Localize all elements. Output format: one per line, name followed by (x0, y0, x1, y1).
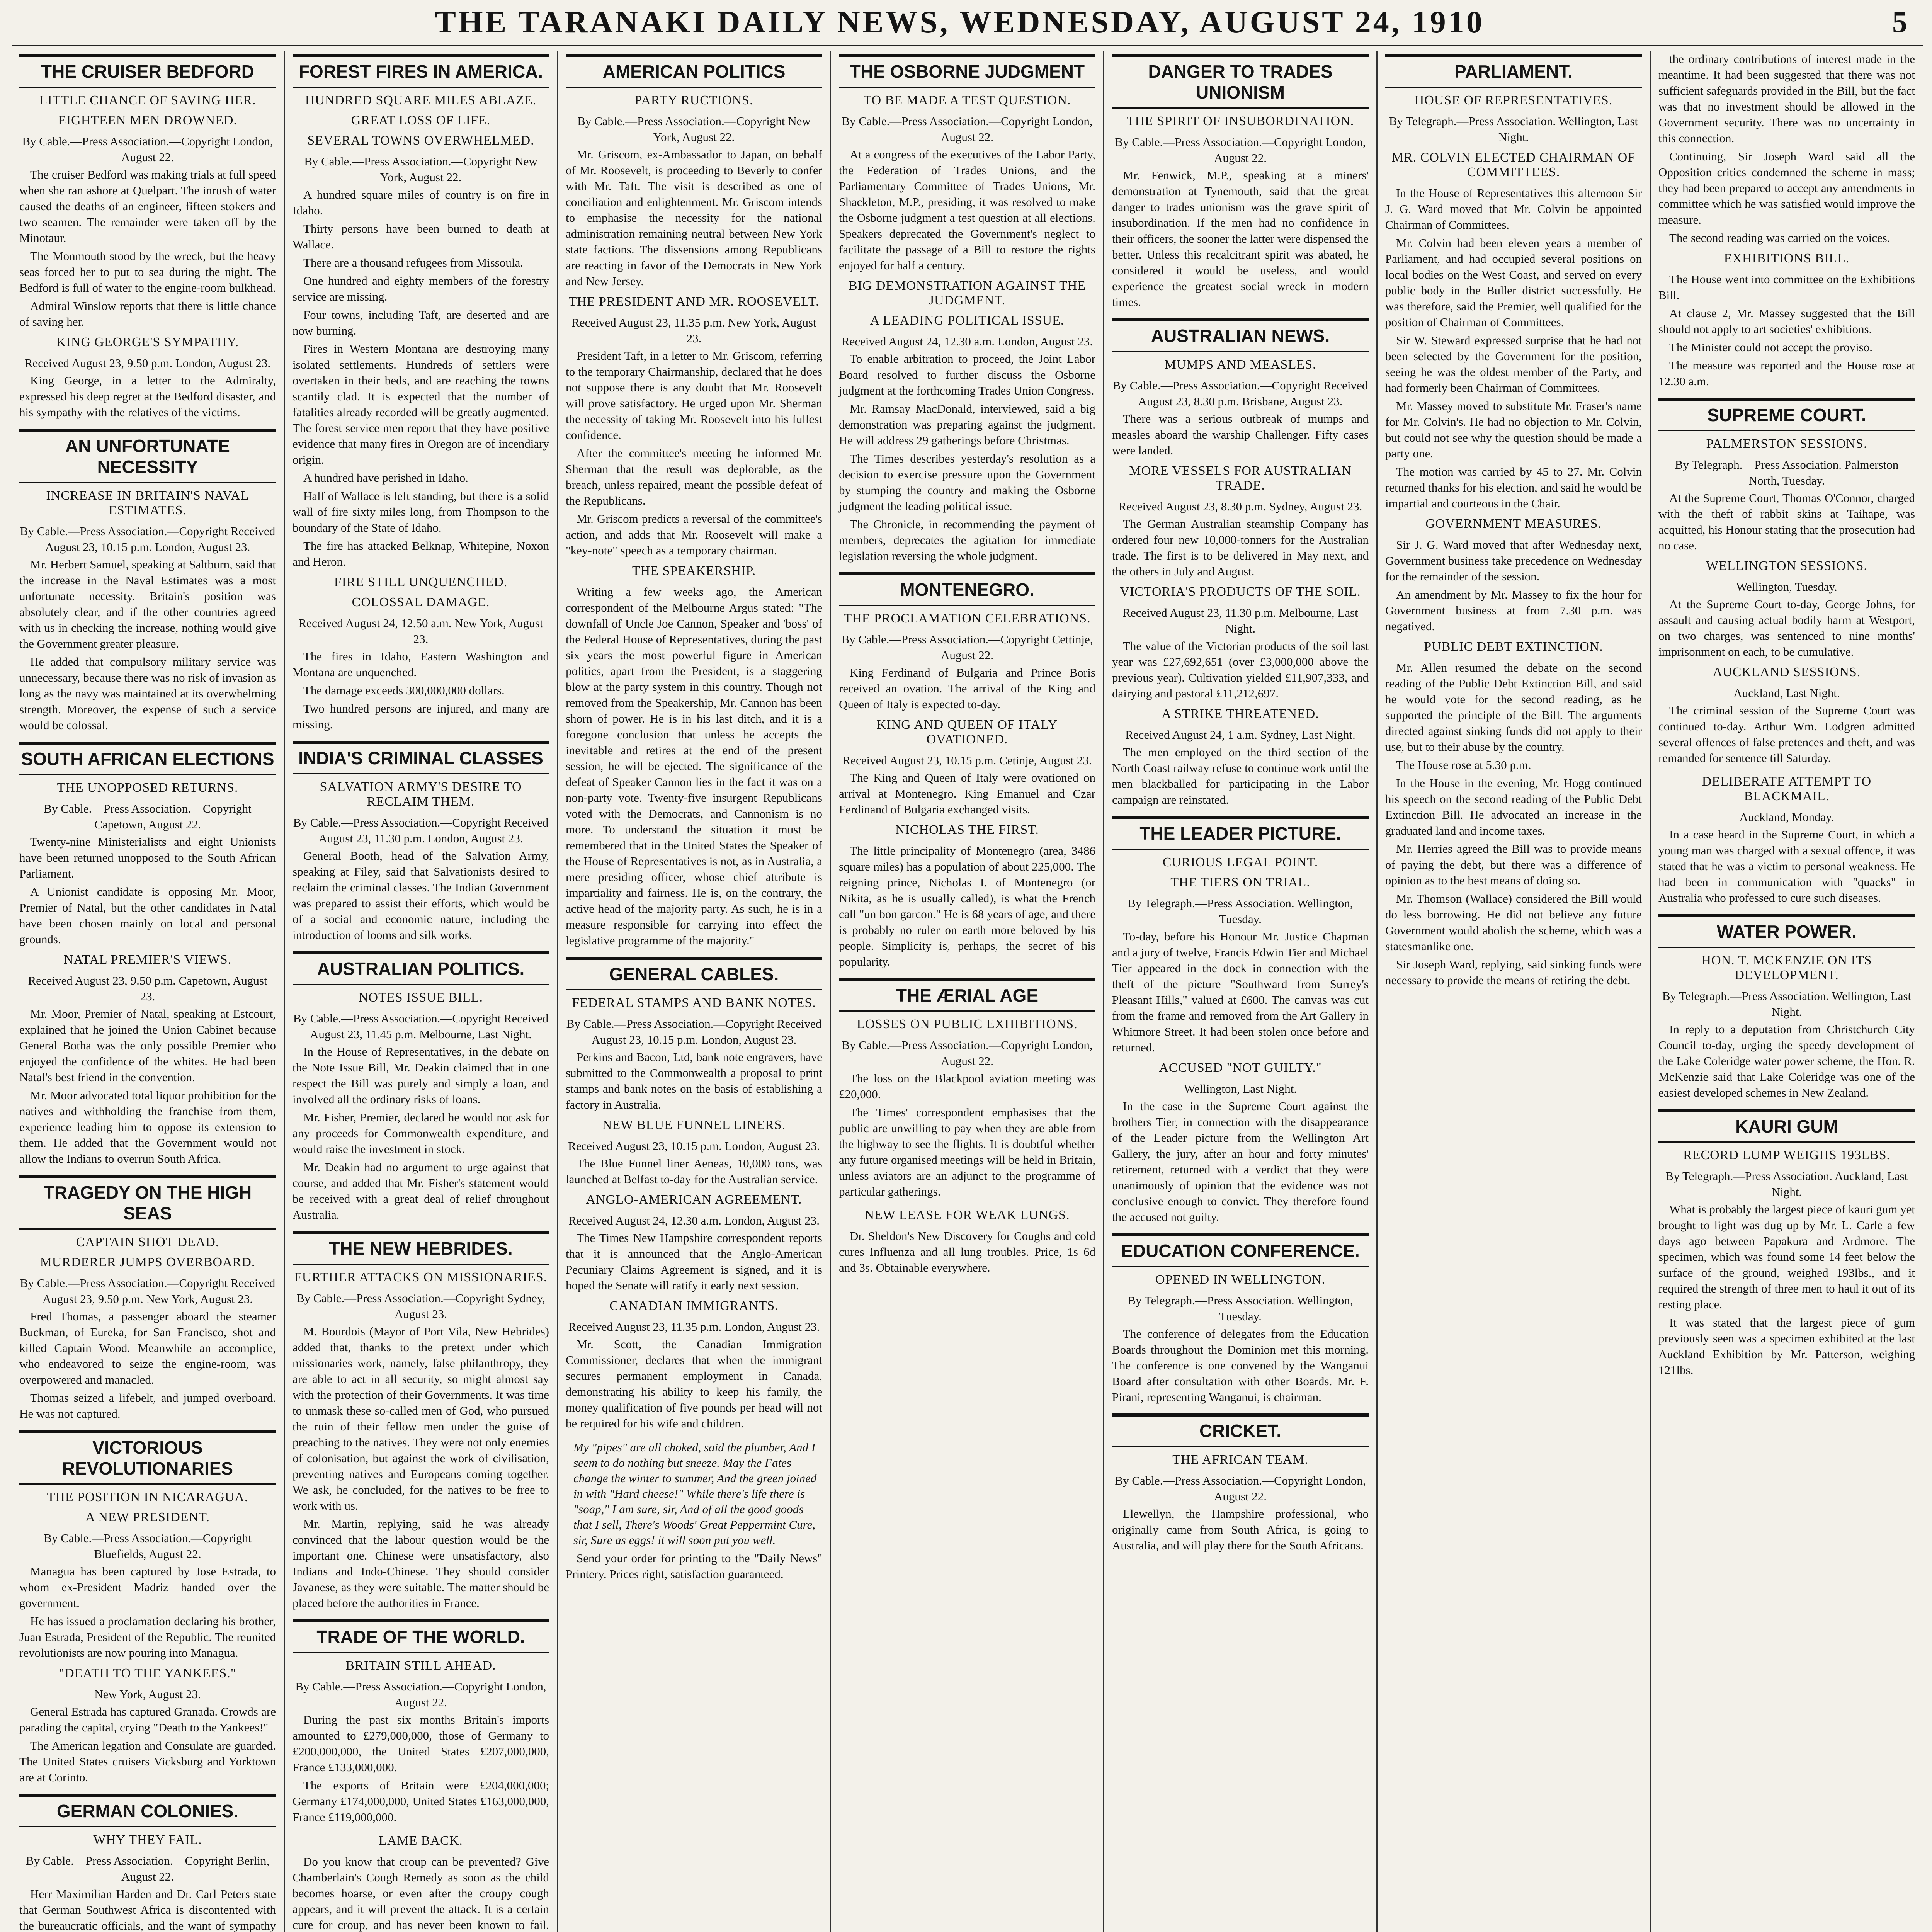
page-number: 5 (1892, 5, 1907, 39)
paragraph: The measure was reported and the House rose at 12.30 a.m. (1658, 359, 1915, 388)
paragraph: Writing a few weeks ago, the American correspondent of the Melbourne Argus stated: "The downfall of Uncle Joe Cannon, Speaker and 'boss' of the Federal House of Representatives, during the past six years the most powerful figure in American politics, apart from the President, is a staggering blow at the party system in this country. Though not removed from the Speakership, Mr. Cannon has been shorn of power. He is in his last ditch, and it is a foregone conclusion that unless he accepts the inevitable and retires at the end of the present session, he will be ejected. The significance of the defeat of Speaker Cannon lies in the fact it was on a non-party vote. Twenty-five insurgent Republicans voted with the Democrats, and Cannonism is no more. To understand the situation it must be remembered that in the United States the Speaker of the House of Representatives is not, as in Australia, a mere presiding officer, whose chief attribute is impartiality and fairness. He is, on the contrary, the active head of the majority party. As such, he is in a measure responsible for carrying into effect the legislative programme of the majority." (566, 585, 822, 947)
paragraph: To enable arbitration to proceed, the Joint Labor Board resolved to further discuss the Osborne judgment at the forthcoming Trades Union Congress. (839, 352, 1095, 397)
headline: CRICKET. (1112, 1413, 1369, 1447)
subheadline: A STRIKE THREATENED. (1162, 707, 1319, 721)
headline: GENERAL CABLES. (566, 957, 822, 990)
article-australian-news (1112, 318, 1369, 808)
paragraph: Mr. Colvin had been eleven years a member of Parliament, and had occupied several positions on local bodies on the West Coast, and served on every public body in the Buller district successfully. He was therefore, said the Premier, well qualified for the position of Chairman of Committees. (1385, 236, 1642, 329)
subheadline: SALVATION ARMY'S DESIRE TO RECLAIM THEM. (320, 780, 522, 809)
dateline: By Cable.—Press Association.—Copyright Received August 23, 9.50 p.m. New York, August 23. (20, 1276, 276, 1306)
subheadline: THE TIERS ON TRIAL. (1170, 875, 1310, 889)
headline: AUSTRALIAN POLITICS. (293, 951, 549, 985)
article-montenegro (839, 572, 1095, 969)
paragraph: In reply to a deputation from Christchurch City Council to-day, urging the speedy development of the Lake Coleridge water power scheme, the Hon. R. McKenzie said that Lake Coleridge was one of the easiest developed schemes in New Zealand. (1658, 1022, 1915, 1099)
headline: DANGER TO TRADES UNIONISM (1112, 54, 1369, 109)
column-4 (831, 51, 1104, 1932)
subheadline: HOUSE OF REPRESENTATIVES. (1414, 93, 1613, 107)
paragraph: The men employed on the third section of the North Coast railway refuse to continue work until the men blackballed for participating in the Labor campaign are reinstated. (1112, 745, 1369, 806)
paragraph: The damage exceeds 300,000,000 dollars. (303, 684, 505, 697)
column-2 (285, 51, 558, 1932)
subheadline: SEVERAL TOWNS OVERWHELMED. (307, 133, 534, 148)
paragraph: King George, in a letter to the Admiralty, expressed his deep regret at the Bedford disaster, and his sympathy with the relatives of the victims. (19, 374, 276, 419)
subheadline: MR. COLVIN ELECTED CHAIRMAN OF COMMITTEES. (1391, 150, 1636, 179)
paragraph: The second reading was carried on the voices. (1669, 231, 1890, 245)
paragraph: The Minister could not accept the proviso. (1669, 340, 1873, 354)
paragraph: The value of the Victorian products of the soil last year was £27,692,651 (over £3,000,000 above the previous year). Cultivation yielded £11,907,333, and dairying and pastoral £11,212,697. (1112, 639, 1369, 700)
subheadline: THE SPIRIT OF INSUBORDINATION. (1126, 114, 1354, 128)
article-education-conference (1112, 1233, 1369, 1405)
paragraph: The Chronicle, in recommending the payment of members, deprecates the agitation for immediate legislation reversing the whole judgment. (839, 517, 1095, 563)
subheadline: NATAL PREMIER'S VIEWS. (63, 952, 232, 967)
paragraph: During the past six months Britain's imports amounted to £279,000,000, those of Germany to £200,000,000, the United States £207,000,000, France £133,000,000. (293, 1713, 549, 1774)
headline: MONTENEGRO. (839, 572, 1095, 606)
headline: AUSTRALIAN NEWS. (1112, 318, 1369, 352)
article-south-african-elections (19, 742, 276, 1167)
paragraph: The Times describes yesterday's resolution as a decision to exercise pressure upon the Government by stumping the country and making the Osborne judgment the leading political issue. (839, 452, 1095, 513)
dateline: Received August 23, 11.30 p.m. Melbourne, Last Night. (1122, 606, 1358, 635)
paragraph: Mr. Griscom, ex-Ambassador to Japan, on behalf of Mr. Roosevelt, is proceeding to Beverly to confer with Mr. Taft. The visit is described as one of conciliation and enlightenment. Mr. Griscom intends to emphasise the necessity for the national administration remaining neutral between New York state factions. The dissensions among Republicans are reacting in favor of the Democrats in New York and New Jersey. (566, 148, 822, 288)
article-parliament (1385, 54, 1642, 988)
subheadline: THE SPEAKERSHIP. (632, 564, 756, 578)
dateline: Received August 23, 11.35 p.m. New York, August 23. (571, 316, 816, 345)
paragraph: Llewellyn, the Hampshire professional, who originally came from South Africa, is going to Australia, and will play there for the South Africans. (1112, 1507, 1369, 1552)
paragraph: General Estrada has captured Granada. Crowds are parading the capital, crying "Death to the Yankees!" (19, 1705, 276, 1734)
dateline: By Cable.—Press Association.—Copyright Received August 23, 10.15 p.m. London, August 23. (20, 524, 276, 554)
paragraph: What is probably the largest piece of kauri gum yet brought to light was dug up by Mr. L. Carle a few days ago between Papakura and Ardmore. The specimen, which was found some 14 feet below the surface of the ground, weighed 193lbs., and it required the strength of three men to haul it out of its resting place. (1658, 1202, 1915, 1311)
headline: THE OSBORNE JUDGMENT (839, 54, 1095, 88)
column-1 (12, 51, 285, 1932)
paragraph: Fires in Western Montana are destroying many isolated settlements. Hundreds of settlers were overtaken in their beds, and are reaching the towns scantily clad. It is expected that the number of fatalities already recorded will be greatly augmented. The forest service men report that they have positive evidence that many fires in Oregon are of incendiary origin. (293, 342, 549, 466)
paragraph: To-day, before his Honour Mr. Justice Chapman and a jury of twelve, Francis Edwin Tier and Michael Tier appeared in the dock in connection with the theft of the picture "Southward from Surrey's Pleasant Hills," valued at £600. The canvas was cut from the frame and removed from the Art Gallery in Whitmore Street. It had been stolen once before and returned. (1112, 930, 1369, 1054)
dateline: Wellington, Last Night. (1184, 1082, 1297, 1095)
headline: THE NEW HEBRIDES. (293, 1231, 549, 1265)
dateline: By Telegraph.—Press Association. Palmerston North, Tuesday. (1675, 458, 1899, 487)
paragraph: In the case in the Supreme Court against the brothers Tier, in connection with the disappearance of the Leader picture from the Wellington Art Gallery, the jury, after an hour and forty minutes' retirement, returned with a verdict that they were unanimously of opinion that the evidence was not conclusive enough to convict. They therefore found the accused not guilty. (1112, 1099, 1369, 1224)
dateline: By Telegraph.—Press Association. Auckland, Last Night. (1665, 1169, 1908, 1199)
paragraph: Mr. Massey moved to substitute Mr. Fraser's name for Mr. Colvin's. He had no objection to Mr. Colvin, but could not see why the question should be made a party one. (1385, 399, 1642, 460)
article-water-power (1658, 914, 1915, 1100)
subheadline: HON. T. MCKENZIE ON ITS DEVELOPMENT. (1701, 953, 1872, 982)
subheadline: OPENED IN WELLINGTON. (1155, 1272, 1325, 1287)
paragraph: M. Bourdois (Mayor of Port Vila, New Hebrides) added that, thanks to the pretext under which missionaries work, namely, false philanthropy, they are able to act in all security, so might almost say with the protection of their Governments. It was time to unmask these so-called men of God, who pursued the ruin of their fellow men under the guise of preaching to the natives. They were not only enemies of colonisation, but against the work of civilisation, preventing natives and Europeans coming together. We ask, he concluded, for the natives to be free to work with us. (293, 1325, 549, 1512)
paragraph: There are a thousand refugees from Missoula. (303, 256, 523, 269)
paragraph: The loss on the Blackpool aviation meeting was £20,000. (839, 1071, 1095, 1101)
advertisement-lame-back (293, 1833, 549, 1932)
article-nicaragua (19, 1430, 276, 1785)
paragraph: In the House in the evening, Mr. Hogg continued his speech on the second reading of the Public Debt Extinction Bill. He advocated an increase in the graduated land and income taxes. (1385, 776, 1642, 837)
headline: TRAGEDY ON THE HIGH SEAS (19, 1175, 276, 1230)
paragraph: Fred Thomas, a passenger aboard the steamer Buckman, of Eureka, for San Francisco, shot and killed Captain Wood. Meanwhile an accomplice, who endeavored to seize the engine-room, was overpowered and manacled. (19, 1310, 276, 1386)
paragraph: Four towns, including Taft, are deserted and are now burning. (293, 308, 549, 337)
paragraph: A hundred square miles of country is on fire in Idaho. (293, 188, 549, 217)
paragraph: The Times New Hampshire correspondent reports that it is announced that the Anglo-American Pecuniary Claims Agreement is signed, and it is hoped the Senate will ratify it early next session. (566, 1231, 822, 1292)
paragraph: After the committee's meeting he informed Mr. Sherman that the result was deplorable, as the breach, unless repaired, meant the possible defeat of the Republicans. (566, 446, 822, 507)
paragraph: In the House of Representatives, in the debate on the Note Issue Bill, Mr. Deakin claimed that in one respect the Bill was purely and simply a loan, and involved all the ordinary risks of loans. (293, 1045, 549, 1106)
paragraph: General Booth, head of the Salvation Army, speaking at Filey, said that Salvationists desired to reclaim the criminal classes. The Indian Government was prepared to assist their efforts, which would be of a social and economic nature, including the introduction of looms and silk works. (293, 849, 549, 942)
dateline: By Telegraph.—Press Association. Wellington, Tuesday. (1128, 1294, 1353, 1323)
paragraph: Mr. Martin, replying, said he was already convinced that the labour question would be the important one. Chinese were unsatisfactory, also Indians and Indo-Chinese. They should consider Javanese, as they were suitable. The matter should be placed before the authorities in France. (293, 1517, 549, 1610)
paragraph: Perkins and Bacon, Ltd, bank note engravers, have submitted to the Commonwealth a proposal to print stamps and bank notes on the basis of establishing a factory in Australia. (566, 1050, 822, 1111)
article-trade-of-the-world (293, 1619, 549, 1825)
column-3 (558, 51, 831, 1932)
headline: SOUTH AFRICAN ELECTIONS (19, 742, 276, 775)
subheadline: ACCUSED "NOT GUILTY." (1159, 1061, 1322, 1075)
dateline: Received August 23, 9.50 p.m. Capetown, August 23. (28, 974, 267, 1003)
article-aerial-age (839, 978, 1095, 1199)
paragraph: Mr. Fisher, Premier, declared he would not ask for any proceeds for Commonwealth expenditure, and would raise the investment in stock. (293, 1111, 549, 1156)
article-leader-picture (1112, 816, 1369, 1225)
paragraph: Do you know that croup can be prevented? Give Chamberlain's Cough Remedy as soon as the child becomes hoarse, or even after the croupy cough appears, and it will prevent the attack. It is a certain cure for croup, and has never been known to fail. (293, 1855, 549, 1932)
subheadline: NOTES ISSUE BILL. (358, 990, 483, 1005)
subheadline: WHY THEY FAIL. (93, 1833, 202, 1847)
dateline: Received August 24, 12.30 a.m. London, August 23. (841, 335, 1093, 348)
paragraph: Mr. Griscom predicts a reversal of the committee's action, and adds that Mr. Roosevelt will make a "key-note" speech as a temporary chairman. (566, 512, 822, 557)
paragraph: At clause 2, Mr. Massey suggested that the Bill should not apply to art societies' exhibitions. (1658, 306, 1915, 336)
dateline: Auckland, Monday. (1739, 810, 1834, 824)
subheadline: NEW BLUE FUNNEL LINERS. (602, 1118, 786, 1132)
headline: SUPREME COURT. (1658, 398, 1915, 431)
paragraph: Mr. Ramsay MacDonald, interviewed, said a big demonstration was preparing against the judgment. He will address 29 gatherings before Christmas. (839, 402, 1095, 447)
paragraph: The Monmouth stood by the wreck, but the heavy seas forced her to put to sea during the night. The Bedford is full of water to the engine-room bulkhead. (19, 249, 276, 294)
dateline: By Cable.—Press Association.—Copyright New York, August 22. (577, 114, 811, 144)
article-indias-criminal-classes (293, 741, 549, 943)
subheadline: LAME BACK. (379, 1833, 463, 1848)
paragraph: The American legation and Consulate are guarded. The United States cruisers Vicksburg and Yorktown are at Corinto. (19, 1739, 276, 1784)
subheadline: NICHOLAS THE FIRST. (895, 823, 1039, 837)
article-cruiser-bedford (19, 54, 276, 420)
paragraph: Managua has been captured by Jose Estrada, to whom ex-President Madriz handed over the government. (19, 1565, 276, 1610)
dateline: By Cable.—Press Association.—Copyright Received August 23, 10.15 p.m. London, August 23. (566, 1017, 822, 1046)
subheadline: INCREASE IN BRITAIN'S NAVAL ESTIMATES. (46, 488, 249, 517)
paragraph: The criminal session of the Supreme Court was continued to-day. Arthur Wm. Lodgren admitted several offences of false pretences and theft, and was remanded for sentence till Saturday. (1658, 704, 1915, 765)
dateline: By Cable.—Press Association.—Copyright London, August 22. (295, 1680, 546, 1709)
dateline: Received August 23, 10.15 p.m. Cetinje, August 23. (842, 753, 1092, 767)
dateline: New York, August 23. (94, 1687, 201, 1701)
paragraph: Mr. Deakin had no argument to urge against that course, and added that Mr. Fisher's statement would be received with a great deal of relief throughout Australia. (293, 1160, 549, 1221)
masthead-title: THE TARANAKI DAILY NEWS, WEDNESDAY, AUGUST 24, 1910 (435, 4, 1485, 39)
paragraph: Sir J. G. Ward moved that after Wednesday next, Government business take precedence on Wednesday for the remainder of the session. (1385, 538, 1642, 583)
dateline: Received August 23, 11.35 p.m. London, August 23. (568, 1320, 820, 1333)
headline: TRADE OF THE WORLD. (293, 1619, 549, 1653)
column-5 (1104, 51, 1378, 1932)
paragraph: Mr. Moor advocated total liquor prohibition for the natives and withholding the franchise from them, experience leading him to oppose its extension to them. He added that the Government would not allow the Indians to overrun South Africa. (19, 1088, 276, 1165)
subheadline: AUCKLAND SESSIONS. (1713, 665, 1861, 679)
subheadline: WELLINGTON SESSIONS. (1706, 559, 1867, 573)
article-high-seas-tragedy (19, 1175, 276, 1422)
subheadline: ANGLO-AMERICAN AGREEMENT. (586, 1192, 802, 1207)
dateline: By Cable.—Press Association.—Copyright London, August 22. (842, 114, 1093, 144)
paragraph: Half of Wallace is left standing, but there is a solid wall of fire sixty miles long, from Thompson to the boundary of the State of Idaho. (293, 489, 549, 534)
article-osborne-judgment (839, 54, 1095, 564)
article-kauri-gum (1658, 1109, 1915, 1378)
dateline: Received August 24, 12.50 a.m. New York, August 23. (298, 616, 543, 646)
article-forest-fires (293, 54, 549, 732)
column-6 (1378, 51, 1651, 1932)
paragraph: King Ferdinand of Bulgaria and Prince Boris received an ovation. The arrival of the King and Queen of Italy is expected to-day. (839, 666, 1095, 711)
subheadline: TO BE MADE A TEST QUESTION. (863, 93, 1071, 107)
paragraph: Mr. Herbert Samuel, speaking at Saltburn, said that the increase in the Naval Estimates was a most unfortunate necessity. Britain's position was absolutely clear, and if the other countries agreed with us in checking the increase, nothing would give the Government greater pleasure. (19, 558, 276, 650)
subheadline: EIGHTEEN MEN DROWNED. (58, 113, 237, 128)
subheadline: A NEW PRESIDENT. (85, 1510, 210, 1524)
headline: INDIA'S CRIMINAL CLASSES (293, 741, 549, 774)
article-australian-politics (293, 951, 549, 1223)
paragraph: At a congress of the executives of the Labor Party, the Federation of Trades Unions, and the Parliamentary Committee of Trades Unions, Mr. Shackleton, M.P., presiding, it was resolved to make the Osborne judgment a test question at all elections. Speakers deprecated the Government's neglect to facilitate the passage of a Bill to restore the rights enjoyed for half a century. (839, 148, 1095, 272)
dateline: By Cable.—Press Association.—Copyright London, August 22. (842, 1038, 1093, 1068)
subheadline: RECORD LUMP WEIGHS 193LBS. (1683, 1148, 1891, 1162)
article-general-cables (566, 957, 822, 1431)
paragraph: Continuing, Sir Joseph Ward said all the Opposition critics condemned the scheme in mass; they had been prepared to accept any amendments in committee which he was satisfied would improve the measure. (1658, 150, 1915, 226)
subheadline: "DEATH TO THE YANKEES." (59, 1666, 236, 1680)
paragraph: The cruiser Bedford was making trials at full speed when she ran ashore at Quelpart. The inrush of water caused the deaths of an engineer, fifteen stokers and two seamen. The remainder were taken off by the Minotaur. (19, 168, 276, 245)
paragraph: Two hundred persons are injured, and many are missing. (293, 702, 549, 731)
subheadline: THE PRESIDENT AND MR. ROOSEVELT. (568, 294, 820, 309)
subheadline: HUNDRED SQUARE MILES ABLAZE. (305, 93, 537, 107)
headline: VICTORIOUS REVOLUTIONARIES (19, 1430, 276, 1485)
subheadline: MORE VESSELS FOR AUSTRALIAN TRADE. (1129, 464, 1352, 493)
article-cricket (1112, 1413, 1369, 1553)
subheadline: BRITAIN STILL AHEAD. (345, 1658, 496, 1673)
verse: My "pipes" are all choked, said the plumber, And I seem to do nothing but sneeze. May the Fates change the winter to summer, And the green joined in with "Hard cheese!" While there's life there is "soap," I am sure, sir, And of all the good goods that I sell, There's Woods' Great Peppermint Cure, sir, Sure as eggs! it will soon put you well. (573, 1440, 817, 1547)
dateline: Auckland, Last Night. (1733, 686, 1840, 700)
subheadline: GREAT LOSS OF LIFE. (351, 113, 491, 128)
paragraph: A Unionist candidate is opposing Mr. Moor, Premier of Natal, but the other candidates in Natal have been chosen mainly on local and personal grounds. (19, 885, 276, 946)
paragraph: Admiral Winslow reports that there is little chance of saving her. (19, 299, 276, 328)
advertisement-weak-lungs (839, 1208, 1095, 1276)
subheadline: PUBLIC DEBT EXTINCTION. (1424, 639, 1603, 654)
paragraph: The House rose at 5.30 p.m. (1396, 758, 1531, 772)
paragraph: Mr. Herries agreed the Bill was to provide means of paying the debt, but there was a difference of opinion as to the best means of doing so. (1385, 842, 1642, 887)
subheadline: LITTLE CHANCE OF SAVING HER. (39, 93, 256, 107)
paragraph: Mr. Scott, the Canadian Immigration Commissioner, declares that when the immigrant secures permanent employment in Canada, demonstrating his ability to keep his family, the money qualification of five pounds per head will not be required for his wife and children. (566, 1337, 822, 1430)
headline: THE CRUISER BEDFORD (19, 54, 276, 88)
subheadline: CURIOUS LEGAL POINT. (1162, 855, 1318, 869)
headline: AN UNFORTUNATE NECESSITY (19, 429, 276, 483)
subheadline: PALMERSTON SESSIONS. (1706, 437, 1867, 451)
dateline: By Cable.—Press Association.—Copyright Berlin, August 22. (26, 1854, 270, 1883)
subheadline: KING AND QUEEN OF ITALY OVATIONED. (876, 718, 1058, 747)
subheadline: PARTY RUCTIONS. (634, 93, 753, 107)
paragraph: One hundred and eighty members of the forestry service are missing. (293, 274, 549, 303)
subheadline: THE PROCLAMATION CELEBRATIONS. (844, 611, 1091, 626)
advertisement-peppermint-cure (566, 1440, 822, 1582)
paragraph: The House went into committee on the Exhibitions Bill. (1658, 272, 1915, 302)
article-parliament-continued (1658, 51, 1915, 389)
dateline: By Cable.—Press Association.—Copyright Received August 23, 8.30 p.m. Brisbane, August 23. (1112, 379, 1368, 408)
dateline: By Cable.—Press Association.—Copyright Capetown, August 22. (44, 802, 252, 831)
paragraph: At the Supreme Court, Thomas O'Connor, charged with the theft of rabbit skins at Taihape, was acquitted, his Honour stating that the prosecution had no case. (1658, 491, 1915, 552)
paragraph: The German Australian steamship Company has ordered four new 10,000-tonners for the Australian trade. The first is to be delivered in May next, and the others in July and August. (1112, 517, 1369, 578)
dateline: Received August 23, 8.30 p.m. Sydney, August 23. (1118, 500, 1362, 513)
dateline: By Cable.—Press Association.—Copyright London, August 22. (1115, 135, 1366, 165)
paragraph: Thomas seized a lifebelt, and jumped overboard. He was not captured. (19, 1391, 276, 1420)
dateline: By Cable.—Press Association.—Copyright Cettinje, August 22. (841, 633, 1093, 662)
subheadline: EXHIBITIONS BILL. (1724, 251, 1850, 265)
headline: GERMAN COLONIES. (19, 1794, 276, 1827)
headline: THE ÆRIAL AGE (839, 978, 1095, 1012)
subheadline: LOSSES ON PUBLIC EXHIBITIONS. (857, 1017, 1078, 1031)
subheadline: FEDERAL STAMPS AND BANK NOTES. (572, 996, 816, 1010)
paragraph: The fires in Idaho, Eastern Washington and Montana are unquenched. (293, 650, 549, 679)
dateline: By Telegraph.—Press Association. Wellington, Last Night. (1389, 114, 1638, 144)
headline: EDUCATION CONFERENCE. (1112, 1233, 1369, 1267)
subheadline: DELIBERATE ATTEMPT TO BLACKMAIL. (1702, 774, 1872, 803)
subheadline: FURTHER ATTACKS ON MISSIONARIES. (294, 1270, 548, 1284)
paragraph: The fire has attacked Belknap, Whitepine, Noxon and Heron. (293, 539, 549, 568)
paragraph: Dr. Sheldon's New Discovery for Coughs and cold cures Influenza and all lung troubles. Price, 1s 6d and 3s. Obtainable everywhere. (839, 1229, 1095, 1274)
dateline: Received August 24, 12.30 a.m. London, August 23. (568, 1214, 820, 1227)
subheadline: BIG DEMONSTRATION AGAINST THE JUDGMENT. (848, 279, 1086, 308)
paragraph: Mr. Moor, Premier of Natal, speaking at Estcourt, explained that he joined the Union Cabinet because General Botha was the only possible Premier who enjoyed the confidence of the whites. He had been Natal's best friend in the convention. (19, 1007, 276, 1084)
article-german-colonies (19, 1794, 276, 1932)
masthead (12, 0, 1923, 46)
subheadline: CAPTAIN SHOT DEAD. (76, 1235, 219, 1249)
paragraph: The Times' correspondent emphasises that the public are unwilling to pay when they are able from the highway to see the flights. It is doubtful whether any future organised meetings will be held in Britain, unless aviators are an adjunct to the programme of particular gatherings. (839, 1105, 1095, 1198)
paragraph: Thirty persons have been burned to death at Wallace. (293, 222, 549, 251)
dateline: By Cable.—Press Association.—Copyright Bluefields, August 22. (44, 1531, 252, 1561)
subheadline: MUMPS AND MEASLES. (1164, 357, 1316, 372)
paragraph: There was a serious outbreak of mumps and measles aboard the warship Challenger. Fifty cases were landed. (1112, 412, 1369, 457)
paragraph: the ordinary contributions of interest made in the meantime. It had been suggested that there was not sufficient safeguards provided in the Bill, but the fact was that no investment should be allowed in the Government security. There was no uncertainty in this connection. (1658, 52, 1915, 145)
headline: KAURI GUM (1658, 1109, 1915, 1143)
dateline: By Cable.—Press Association.—Copyright London, August 22. (1115, 1474, 1366, 1503)
subheadline: MURDERER JUMPS OVERBOARD. (40, 1255, 255, 1269)
subheadline: COLOSSAL DAMAGE. (352, 595, 490, 609)
paragraph: In a case heard in the Supreme Court, in which a young man was charged with a sexual offence, it was stated that he was a victim to personal weakness. He had been in communication with "quacks" in Australia who professed to cure such diseases. (1658, 828, 1915, 905)
dateline: By Telegraph.—Press Association. Wellington, Last Night. (1662, 989, 1912, 1019)
article-new-hebrides (293, 1231, 549, 1611)
dateline: Wellington, Tuesday. (1736, 580, 1837, 594)
headline: AMERICAN POLITICS (566, 54, 822, 88)
dateline: By Cable.—Press Association.—Copyright London, August 22. (22, 134, 273, 164)
dateline: By Telegraph.—Press Association. Wellington, Tuesday. (1128, 896, 1353, 926)
paragraph: The exports of Britain were £204,000,000; Germany £174,000,000, United States £163,000,000, France £119,000,000. (293, 1779, 549, 1824)
paragraph: Send your order for printing to the "Daily News" Printery. Prices right, satisfaction guaranteed. (566, 1551, 822, 1581)
paragraph: Twenty-nine Ministerialists and eight Unionists have been returned unopposed to the South African Parliament. (19, 835, 276, 880)
subheadline: VICTORIA'S PRODUCTS OF THE SOIL. (1120, 585, 1361, 599)
subheadline: THE UNOPPOSED RETURNS. (57, 781, 238, 795)
article-american-politics (566, 54, 822, 948)
paragraph: Herr Maximilian Harden and Dr. Carl Peters state that German Southwest Africa is discontented with the bureaucratic officials, and the want of sympathy (19, 1887, 276, 1932)
article-blackmail (1658, 774, 1915, 906)
paragraph: The motion was carried by 45 to 27. Mr. Colvin returned thanks for his election, and said he would be impartial and courteous in the Chair. (1385, 465, 1642, 510)
article-supreme-court (1658, 398, 1915, 766)
paragraph: Sir W. Steward expressed surprise that he had not been selected by the Government for the position, seeing he was the oldest member of the Party, and had formerly been Chairman of Committees. (1385, 333, 1642, 395)
paragraph: The little principality of Montenegro (area, 3486 square miles) has a population of about 225,000. The reigning prince, Nicholas I. of Montenegro (or Nikita, as he is usually called), is what the French call "un bon garcon." He is 68 years of age, and there is probably no ruler on earth more beloved by his people. Simplicity is, perhaps, the secret of his popularity. (839, 844, 1095, 968)
dateline: By Cable.—Press Association.—Copyright Sydney, August 23. (296, 1291, 545, 1321)
headline: PARLIAMENT. (1385, 54, 1642, 88)
dateline: By Cable.—Press Association.—Copyright Received August 23, 11.45 p.m. Melbourne, Last Night. (293, 1012, 549, 1041)
paragraph: In the House of Representatives this afternoon Sir J. G. Ward moved that Mr. Colvin be appointed Chairman of Committees. (1385, 186, 1642, 231)
columns (12, 51, 1923, 1932)
paragraph: Mr. Allen resumed the debate on the second reading of the Public Debt Extinction Bill, and said he would vote for the second reading, as he supported the principle of the Bill. The arguments directed against sinking funds did not apply to their use, but to their abuse by the country. (1385, 661, 1642, 753)
dateline: Received August 23, 9.50 p.m. London, August 23. (24, 356, 271, 370)
headline: FOREST FIRES IN AMERICA. (293, 54, 549, 88)
paragraph: It was stated that the largest piece of gum previously seen was a specimen exhibited at the last Auckland Exhibition by Mr. Patterson, weighing 121lbs. (1658, 1316, 1915, 1377)
subheadline: CANADIAN IMMIGRANTS. (609, 1299, 779, 1313)
dateline: By Cable.—Press Association.—Copyright New York, August 22. (304, 155, 537, 184)
paragraph: He has issued a proclamation declaring his brother, Juan Estrada, President of the Republic. The reunited revolutionists are now pouring into Managua. (19, 1614, 276, 1660)
paragraph: At the Supreme Court to-day, George Johns, for assault and causing actual bodily harm at Westport, on two charges, was sentenced to nine months' imprisonment on each, to be cumulative. (1658, 597, 1915, 658)
article-naval-estimates (19, 429, 276, 733)
subheadline: THE AFRICAN TEAM. (1172, 1452, 1308, 1467)
paragraph: Mr. Thomson (Wallace) considered the Bill would do less borrowing. He did not believe any future Government would abolish the scheme, which was a statesmanlike one. (1385, 892, 1642, 953)
paragraph: An amendment by Mr. Massey to fix the hour for Government business at from 7.30 p.m. was negatived. (1385, 588, 1642, 633)
paragraph: A hundred have perished in Idaho. (303, 471, 468, 485)
paragraph: The King and Queen of Italy were ovationed on arrival at Montenegro. King Emanuel and Czar Ferdinand of Bulgaria exchanged visits. (839, 771, 1095, 816)
paragraph: Mr. Fenwick, M.P., speaking at a miners' demonstration at Tynemouth, said that the great danger to trades unionism was the grave spirit of insubordination. If the men had no confidence in their officers, the sooner the latter were dispensed the better. Unless this recalcitrant spirit was abated, he considered it would be useless, and would experience the greatest social wreck in modern times. (1112, 168, 1369, 309)
dateline: Received August 24, 1 a.m. Sydney, Last Night. (1125, 728, 1355, 742)
paragraph: The Blue Funnel liner Aeneas, 10,000 tons, was launched at Belfast to-day for the Australian service. (566, 1156, 822, 1186)
headline: WATER POWER. (1658, 914, 1915, 948)
subheadline: THE POSITION IN NICARAGUA. (47, 1490, 248, 1504)
subheadline: KING GEORGE'S SYMPATHY. (56, 335, 239, 349)
article-trades-unionism (1112, 54, 1369, 310)
dateline: Received August 23, 10.15 p.m. London, August 23. (568, 1139, 820, 1153)
column-7 (1651, 51, 1923, 1932)
subheadline: A LEADING POLITICAL ISSUE. (870, 313, 1065, 328)
subheadline: NEW LEASE FOR WEAK LUNGS. (864, 1208, 1070, 1222)
paragraph: Sir Joseph Ward, replying, said sinking funds were necessary to provide the means of retiring the debt. (1385, 957, 1642, 987)
subheadline: FIRE STILL UNQUENCHED. (334, 575, 508, 589)
subheadline: GOVERNMENT MEASURES. (1425, 517, 1602, 531)
headline: THE LEADER PICTURE. (1112, 816, 1369, 850)
paragraph: President Taft, in a letter to Mr. Griscom, referring to the temporary Chairmanship, declared that he does not suppose there is any doubt that Mr. Roosevelt will prove satisfactory. He urged upon Mr. Sherman the necessity of taking Mr. Roosevelt into his fullest confidence. (566, 349, 822, 442)
paragraph: He added that compulsory military service was unnecessary, because there was no risk of invasion as long as the navy was maintained at its overwhelming strength. Moreover, the expense of such a service would be colossal. (19, 655, 276, 732)
dateline: By Cable.—Press Association.—Copyright Received August 23, 11.30 p.m. London, August 23. (293, 816, 549, 845)
paragraph: The conference of delegates from the Education Boards throughout the Dominion met this morning. The conference is one convened by the Wanganui Board after consultation with other Boards. Mr. F. Pirani, representing Wanganui, is chairman. (1112, 1327, 1369, 1404)
